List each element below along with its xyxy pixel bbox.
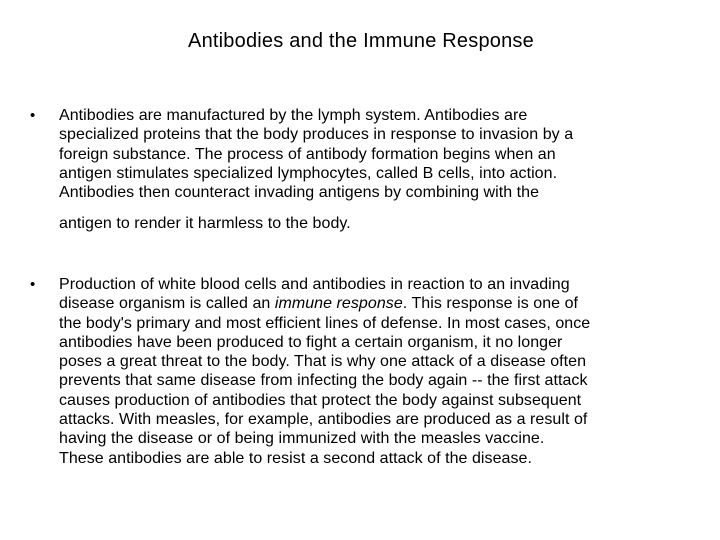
- paragraph-line: foreign substance. The process of antibody formation begins when an: [59, 145, 556, 163]
- paragraph-line: These antibodies are able to resist a second attack of the disease.: [59, 449, 532, 467]
- paragraph-line: having the disease or of being immunized with the measles vaccine.: [59, 430, 545, 448]
- paragraph-line: Antibodies then counteract invading antigens by combining with the: [59, 184, 540, 202]
- paragraph-line: poses a great threat to the body. That is why one attack of a disease often: [59, 353, 587, 371]
- paragraph-line: causes production of antibodies that protect the body against subsequent: [59, 391, 582, 409]
- paragraph-line: attacks. With measles, for example, antibodies are produced as a result of: [59, 411, 588, 429]
- paragraph-line: antigen to render it harmless to the body.: [59, 215, 351, 233]
- paragraph-text: disease organism is called an: [59, 295, 275, 313]
- paragraph-line: Antibodies are manufactured by the lymph system. Antibodies are: [59, 107, 528, 124]
- bullet-marker: •: [30, 107, 36, 124]
- emphasis-term: immune response: [274, 295, 403, 313]
- paragraph-line: specialized proteins that the body produces in response to invasion by a: [59, 126, 574, 144]
- bullet-paragraph-immune-response: [59, 275, 659, 468]
- slide-title: Antibodies and the Immune Response: [188, 30, 534, 52]
- paragraph-line: antigen stimulates specialized lymphocytes, called B cells, into action.: [59, 164, 558, 182]
- paragraph-text: . This response is one of: [402, 295, 579, 313]
- bullet-marker: •: [30, 276, 36, 293]
- paragraph-line: prevents that same disease from infecting the body again -- the first attack: [59, 372, 588, 390]
- bullet-paragraph-antibodies: [59, 106, 659, 234]
- paragraph-line: the body's primary and most efficient lines of defense. In most cases, once: [59, 314, 591, 332]
- paragraph-line: antibodies have been produced to fight a certain organism, it no longer: [59, 333, 563, 351]
- paragraph-line: [59, 294, 659, 313]
- paragraph-line: Production of white blood cells and antibodies in reaction to an invading: [59, 276, 570, 293]
